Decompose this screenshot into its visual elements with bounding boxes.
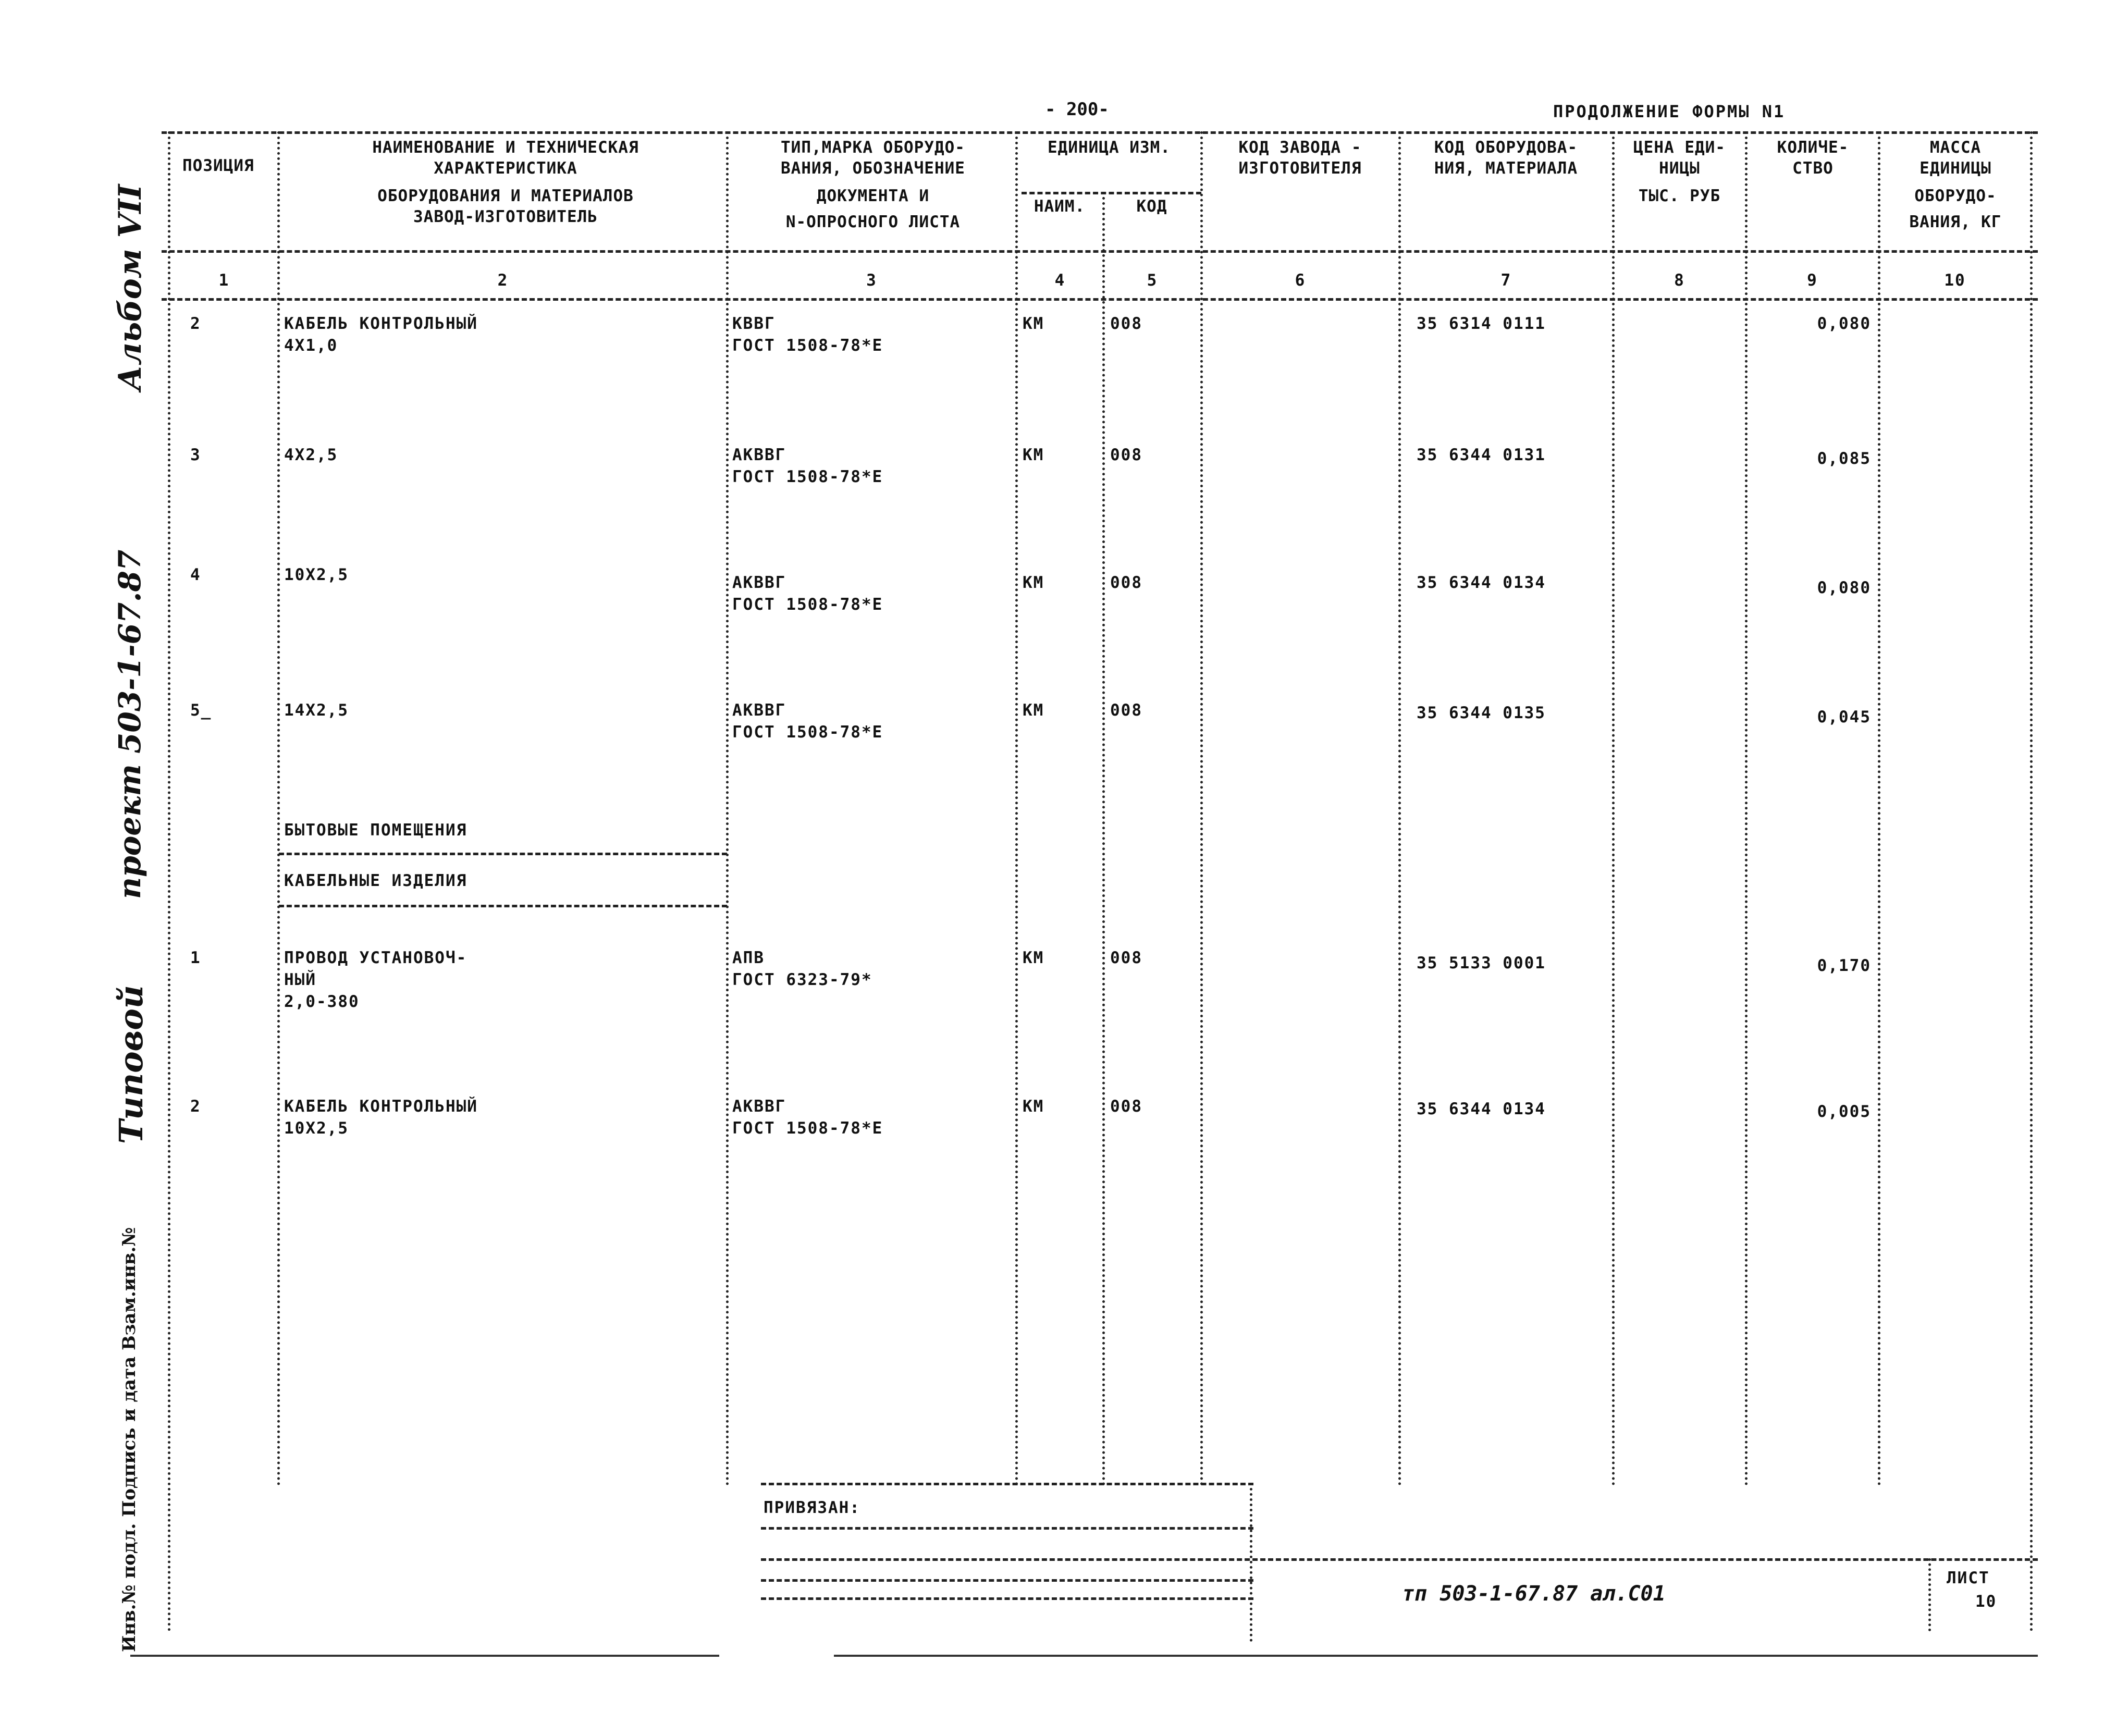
column-number: 4 <box>1054 271 1066 290</box>
header-mass: ВАНИЯ, КГ <box>1909 213 2002 231</box>
row-name: КАБЕЛЬ КОНТРОЛЬНЫЙ <box>284 314 478 333</box>
section-divider <box>279 905 727 907</box>
header-quantity: КОЛИЧЕ- <box>1777 138 1849 157</box>
row-name: 14Х2,5 <box>284 701 349 720</box>
stamp-border <box>1250 1483 1252 1642</box>
type-label: Типовой <box>112 985 150 1144</box>
row-unit-code: 008 <box>1110 314 1142 333</box>
row-unit: КМ <box>1023 446 1044 464</box>
table-top-border <box>162 131 2038 134</box>
column-rule <box>277 131 280 1486</box>
row-position: 1 <box>190 949 201 967</box>
row-name: ПРОВОД УСТАНОВОЧ- <box>284 949 467 967</box>
header-name-line: ОБОРУДОВАНИЯ И МАТЕРИАЛОВ <box>377 187 634 205</box>
row-quantity: 0,005 <box>1817 1102 1871 1121</box>
form-continuation: ПРОДОЛЖЕНИЕ ФОРМЫ N1 <box>1553 102 1786 121</box>
attached-label: ПРИВЯЗАН: <box>764 1498 860 1517</box>
row-type: ГОСТ 6323-79* <box>732 970 872 989</box>
stamp-border <box>761 1558 2038 1561</box>
stamp-border <box>761 1527 1253 1530</box>
row-type: ГОСТ 1508-78*Е <box>732 336 883 355</box>
row-material-code: 35 6344 0134 <box>1417 573 1546 592</box>
row-type: ГОСТ 1508-78*Е <box>732 723 883 742</box>
sheet-label: ЛИСТ <box>1947 1569 1990 1587</box>
column-number: 6 <box>1295 271 1306 290</box>
column-rule <box>1015 131 1018 1486</box>
column-number: 10 <box>1944 271 1966 290</box>
project-label: проект 503-1-67.87 <box>112 549 147 899</box>
row-position: 2 <box>190 1097 201 1116</box>
row-type: ГОСТ 1508-78*Е <box>732 595 883 614</box>
column-rule <box>168 131 170 1632</box>
header-position: ПОЗИЦИЯ <box>182 156 254 175</box>
header-quantity: СТВО <box>1792 159 1834 178</box>
column-rule <box>1878 131 1880 1486</box>
row-unit-code: 008 <box>1110 701 1142 720</box>
row-unit: КМ <box>1023 949 1044 967</box>
column-rule <box>1102 192 1105 1486</box>
column-number: 8 <box>1674 271 1685 290</box>
header-plant-code: ИЗГОТОВИТЕЛЯ <box>1238 159 1362 178</box>
row-position: 3 <box>190 446 201 464</box>
header-plant-code: КОД ЗАВОДА - <box>1238 138 1362 157</box>
stamp-border <box>761 1483 1253 1485</box>
header-unit: ЕДИНИЦА ИЗМ. <box>1048 138 1171 157</box>
row-type: АКВВГ <box>732 1097 786 1116</box>
stamp-border <box>761 1597 1253 1600</box>
column-number: 2 <box>497 271 509 290</box>
row-type: КВВГ <box>732 314 776 333</box>
row-type: ГОСТ 1508-78*Е <box>732 1119 883 1138</box>
row-name: 4Х2,5 <box>284 446 338 464</box>
header-price: ТЫС. РУБ <box>1638 187 1721 205</box>
inventory-stamp-label: Инв.№ подл. Подпись и дата Взам.инв.№ <box>119 1227 140 1652</box>
column-number: 9 <box>1807 271 1818 290</box>
page-number: - 200- <box>1045 99 1109 120</box>
row-unit: КМ <box>1023 701 1044 720</box>
document-code: тп 503-1-67.87 ал.С01 <box>1402 1582 1666 1606</box>
row-quantity: 0,080 <box>1817 314 1871 333</box>
row-quantity: 0,170 <box>1817 956 1871 975</box>
column-rule <box>1200 131 1203 1486</box>
header-type-line: ТИП,МАРКА ОБОРУДО- <box>781 138 965 157</box>
sheet-number: 10 <box>1975 1592 1997 1611</box>
row-unit-code: 008 <box>1110 446 1142 464</box>
row-material-code: 35 6344 0134 <box>1417 1100 1546 1118</box>
section-title: БЫТОВЫЕ ПОМЕЩЕНИЯ <box>284 821 467 840</box>
column-number: 7 <box>1500 271 1512 290</box>
column-rule <box>1745 131 1748 1486</box>
header-unit-name: НАИМ. <box>1033 197 1086 216</box>
row-type: АКВВГ <box>732 701 786 720</box>
row-material-code: 35 6344 0131 <box>1417 446 1546 464</box>
header-type-line: ДОКУМЕНТА И <box>816 187 930 205</box>
header-material-code: КОД ОБОРУДОВА- <box>1434 138 1578 157</box>
row-name: КАБЕЛЬ КОНТРОЛЬНЫЙ <box>284 1097 478 1116</box>
header-name-line: ЗАВОД-ИЗГОТОВИТЕЛЬ <box>413 207 598 226</box>
row-position: 4 <box>190 565 201 584</box>
row-material-code: 35 6344 0135 <box>1417 704 1546 722</box>
subsection-title: КАБЕЛЬНЫЕ ИЗДЕЛИЯ <box>284 871 467 890</box>
row-type: АПВ <box>732 949 765 967</box>
unit-header-divider <box>1022 192 1201 194</box>
column-rule <box>1398 131 1401 1486</box>
header-price: НИЦЫ <box>1659 159 1700 178</box>
column-number: 1 <box>218 271 230 290</box>
row-name: НЫЙ <box>284 970 316 989</box>
stamp-border <box>1928 1558 1931 1631</box>
album-label: Альбом VII <box>112 184 149 391</box>
header-mass: ЕДИНИЦЫ <box>1920 159 1991 178</box>
row-name: 10Х2,5 <box>284 1119 349 1138</box>
column-number: 5 <box>1147 271 1158 290</box>
row-quantity: 0,085 <box>1817 449 1871 468</box>
row-material-code: 35 6314 0111 <box>1417 314 1546 333</box>
header-type-line: ВАНИЯ, ОБОЗНАЧЕНИЕ <box>781 159 965 178</box>
header-mass: МАССА <box>1929 138 1982 157</box>
header-name-line: НАИМЕНОВАНИЕ И ТЕХНИЧЕСКАЯ <box>372 138 639 157</box>
row-name: 2,0-380 <box>284 992 360 1011</box>
row-position: 5_ <box>190 701 212 720</box>
header-type-line: N-ОПРОСНОГО ЛИСТА <box>785 213 961 231</box>
header-mass: ОБОРУДО- <box>1914 187 1997 205</box>
bottom-edge-line <box>130 1655 719 1657</box>
column-rule <box>2030 131 2033 1632</box>
header-price: ЦЕНА ЕДИ- <box>1633 138 1726 157</box>
row-unit: КМ <box>1023 573 1044 592</box>
header-name-line: ХАРАКТЕРИСТИКА <box>434 159 577 178</box>
row-unit-code: 008 <box>1110 1097 1142 1116</box>
header-unit-code: КОД <box>1136 197 1167 216</box>
header-bottom-border <box>162 250 2038 253</box>
row-type: АКВВГ <box>732 446 786 464</box>
row-quantity: 0,045 <box>1817 708 1871 727</box>
row-unit: КМ <box>1023 1097 1044 1116</box>
row-unit-code: 008 <box>1110 573 1142 592</box>
bottom-edge-line <box>834 1655 2038 1657</box>
section-divider <box>279 853 727 855</box>
stamp-border <box>761 1579 1253 1582</box>
row-quantity: 0,080 <box>1817 578 1871 597</box>
row-unit-code: 008 <box>1110 949 1142 967</box>
column-numbers-border <box>162 298 2038 301</box>
column-number: 3 <box>866 271 877 290</box>
row-name: 4Х1,0 <box>284 336 338 355</box>
row-type: АКВВГ <box>732 573 786 592</box>
row-type: ГОСТ 1508-78*Е <box>732 467 883 486</box>
row-unit: КМ <box>1023 314 1044 333</box>
row-material-code: 35 5133 0001 <box>1417 954 1546 972</box>
column-rule <box>726 131 729 1486</box>
row-name: 10Х2,5 <box>284 565 349 584</box>
row-position: 2 <box>190 314 201 333</box>
column-rule <box>1612 131 1615 1486</box>
header-material-code: НИЯ, МАТЕРИАЛА <box>1434 159 1578 178</box>
